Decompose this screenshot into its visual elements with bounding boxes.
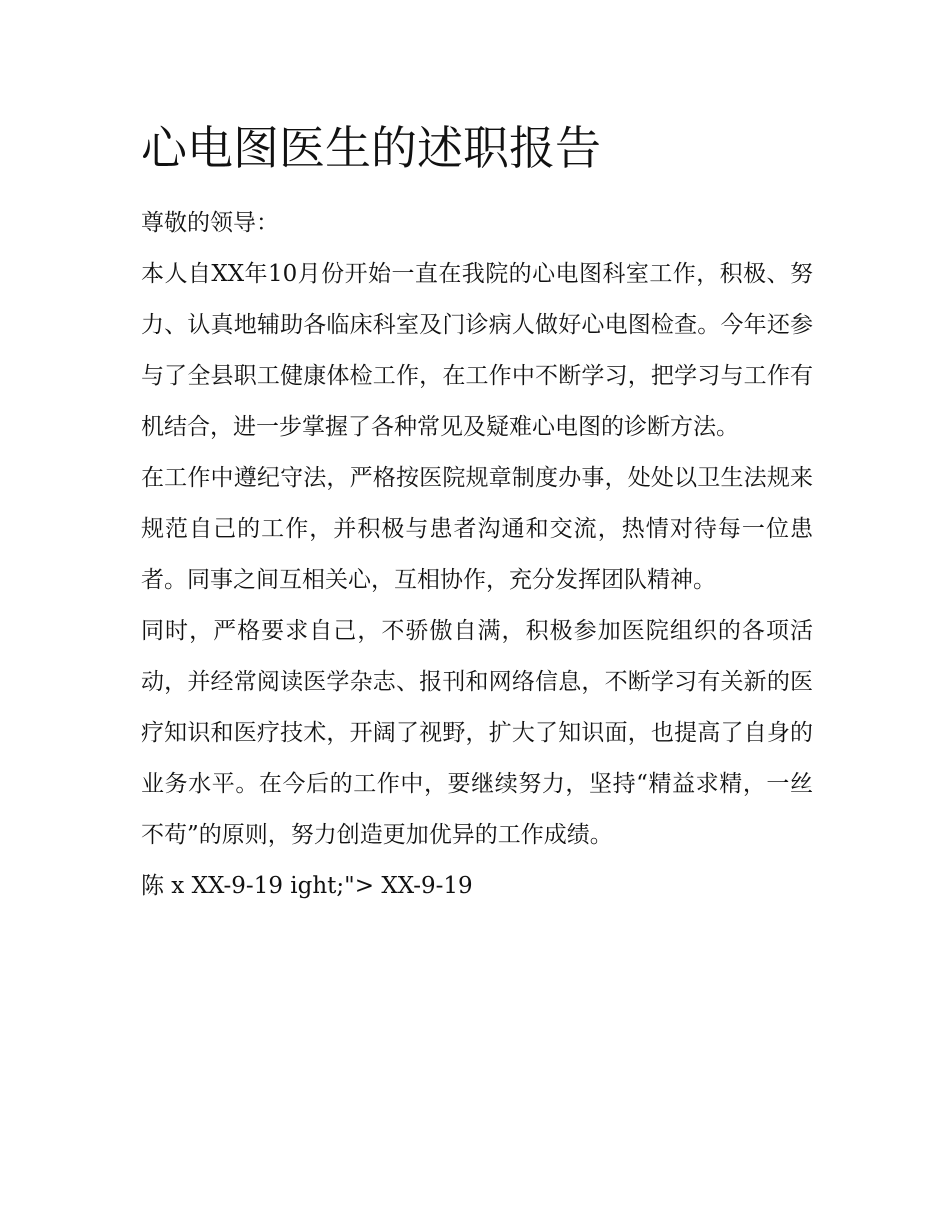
salutation: 尊敬的领导： [141, 210, 279, 236]
signature-line: 陈 x XX-9-19 ight;"> XX-9-19 [141, 873, 473, 899]
paragraph-1: 本人自XX年10月份开始一直在我院的心电图科室工作，积极、努力、认真地辅助各临床科室及门诊病人做好心电图检查。今年还参与了全县职工健康体检工作，在工作中不断学习，把学习与工作有机结合，进一步掌握了各种常见及疑难心电图的诊断方法。 [141, 261, 813, 440]
paragraph-2: 在工作中遵纪守法，严格按医院规章制度办事，处处以卫生法规来规范自己的工作，并积极与患者沟通和交流，热情对待每一位患者。同事之间互相关心，互相协作，充分发挥团队精神。 [141, 465, 813, 593]
document-page [141, 112, 813, 912]
paragraph-3: 同时，严格要求自己，不骄傲自满，积极参加医院组织的各项活动，并经常阅读医学杂志、报刊和网络信息，不断学习有关新的医疗知识和医疗技术，开阔了视野，扩大了知识面，也提高了自身的业务水平。在今后的工作中，要继续努力，坚持“精益求精，一丝不苟”的原则，努力创造更加优异的工作成绩。 [141, 618, 813, 848]
document-title: 心电图医生的述职报告 [141, 121, 601, 175]
